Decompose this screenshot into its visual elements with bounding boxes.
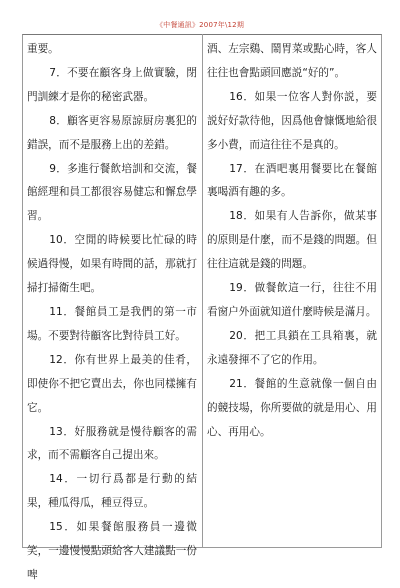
paragraph-item-18: 18．如果有人告訴你，做某事的原則是什麼，而不是錢的問題。但往往這就是錢的問題。 (207, 210, 377, 271)
paragraph-item-16: 16．如果一位客人對你説，要説好好款待他，因爲他會慷慨地給很多小費，而這往往不是真的。 (207, 90, 377, 151)
left-column (27, 38, 197, 588)
paragraph-item-15: 15．如果餐館服務員一邊微笑，一邊慢慢點頭給客人建議點一份啤 (27, 521, 197, 581)
paragraph-continued: 酒、左宗鷄、鬧胃菜或點心時，客人往往也會點頭回應説“好的”。 (207, 43, 377, 79)
paragraph-item-7: 7．不要在顧客身上做實驗，閉門訓練才是你的秘密武器。 (27, 66, 197, 103)
paragraph-item-11: 11．餐館員工是我們的第一市場。不要對待顧客比對待員工好。 (27, 305, 197, 342)
paragraph-item-19: 19．做餐飲這一行，往往不用看窗户外面就知道什麼時候是滿月。 (207, 282, 377, 318)
paragraph-item-10: 10．空閒的時候要比忙碌的時候過得慢，如果有時間的話，那就打掃打掃衛生吧。 (27, 234, 197, 295)
paragraph-item-9: 9．多進行餐飲培訓和交流，餐館經理和員工都很容易健忘和懈怠學習。 (27, 162, 197, 223)
column-divider (202, 34, 203, 548)
paragraph-item-17: 17．在酒吧裏用餐要比在餐館裏喝酒有趣的多。 (207, 162, 377, 199)
paragraph-item-20: 20．把工具鎖在工具箱裏，就永遠發揮不了它的作用。 (207, 329, 377, 366)
paragraph-item-13: 13．好服務就是慢待顧客的需求，而不需顧客自己提出來。 (27, 425, 197, 462)
paragraph-item-14: 14．一切行爲都是行動的結果，種瓜得瓜，種豆得豆。 (27, 473, 197, 510)
running-header: 《中餐通訊》2007年\12期 (155, 21, 245, 29)
right-column (207, 38, 377, 444)
paragraph-continued: 重要。 (27, 43, 59, 55)
paragraph-item-8: 8．顧客更容易原諒厨房裏犯的錯誤，而不是服務上出的差錯。 (27, 114, 197, 151)
paragraph-item-21: 21．餐館的生意就像一個自由的競技場，你所要做的就是用心、用心、再用心。 (207, 377, 377, 438)
paragraph-item-12: 12．你有世界上最美的佳肴，即使你不把它賣出去，你也同樣擁有它。 (27, 353, 197, 414)
